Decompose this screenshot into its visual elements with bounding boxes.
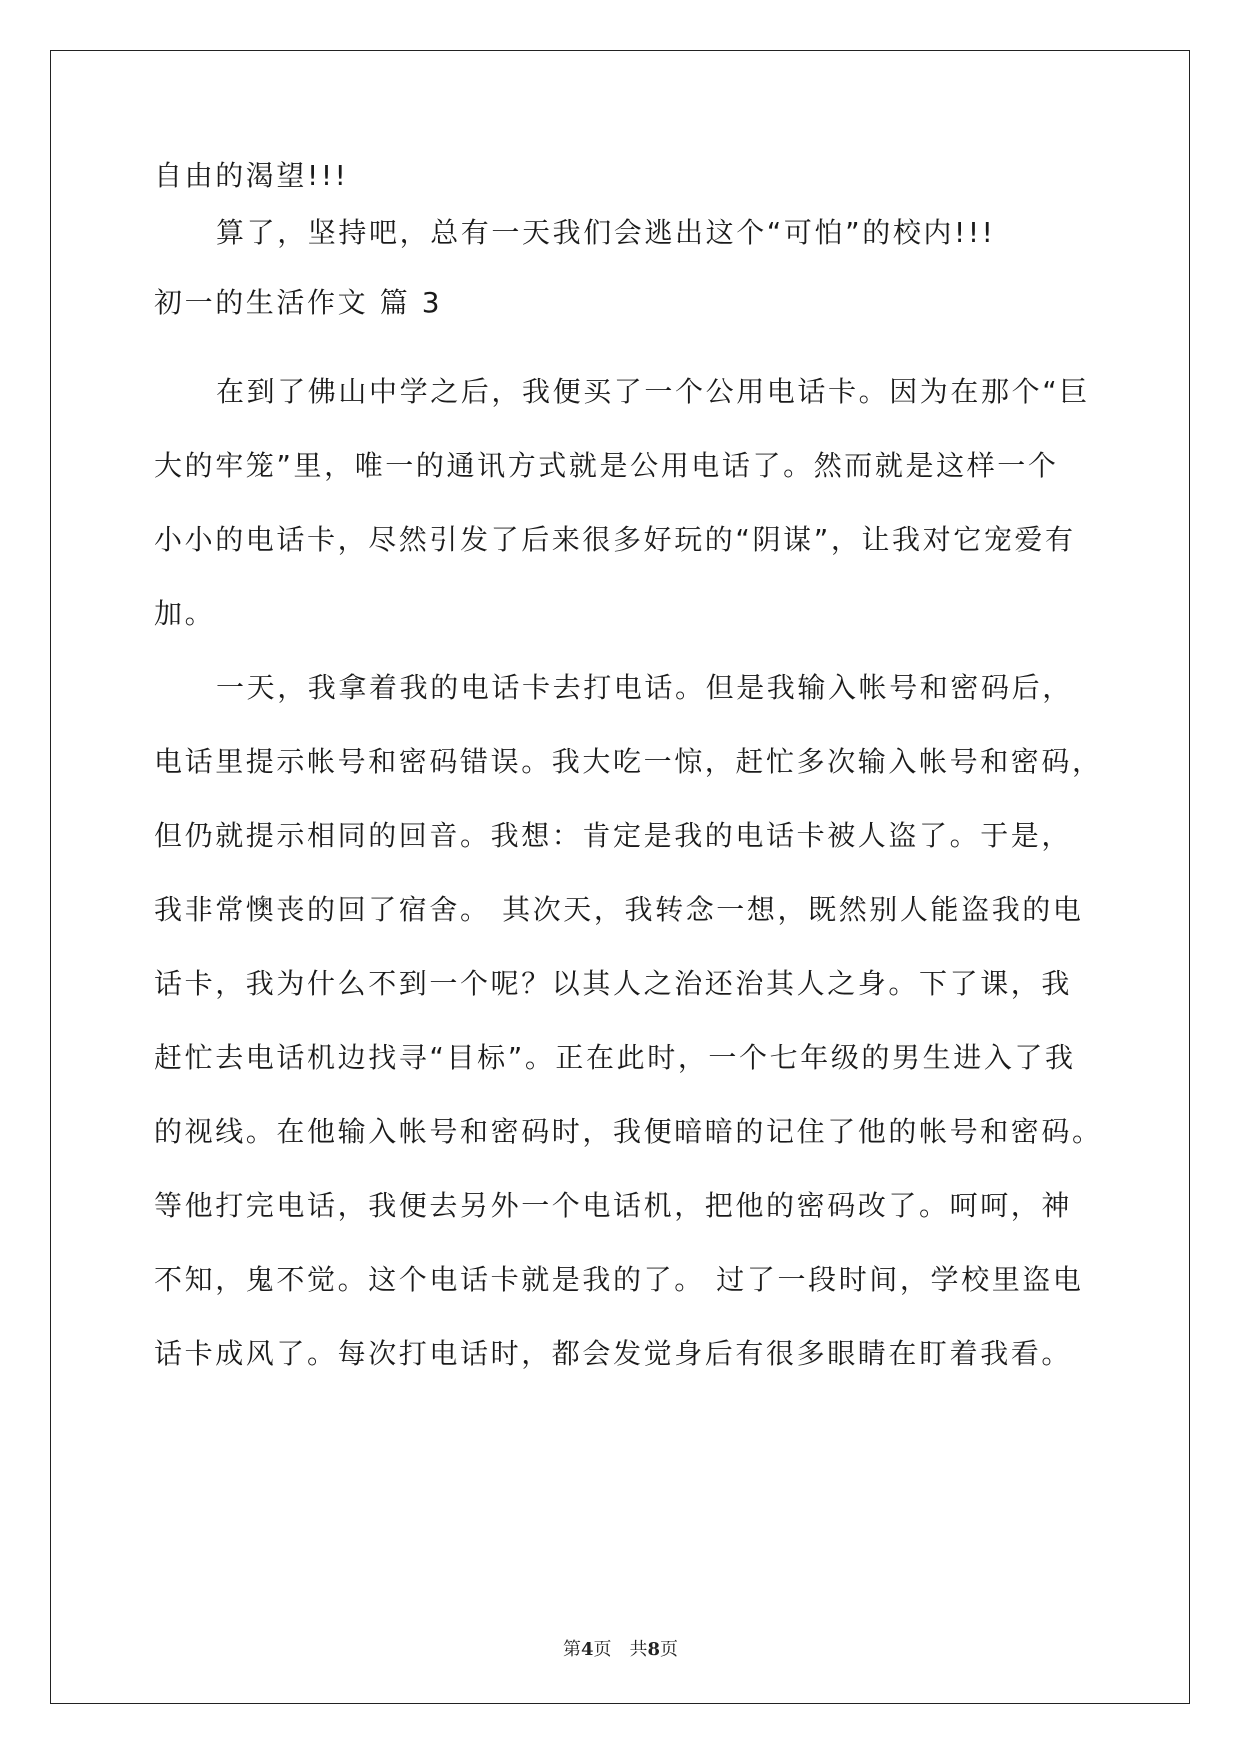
section-heading: 初一的生活作文 篇 3 bbox=[154, 286, 443, 319]
text-line: 话卡，我为什么不到一个呢？以其人之治还治其人之身。下了课，我 bbox=[154, 967, 1073, 1000]
text-line: 电话里提示帐号和密码错误。我大吃一惊，赶忙多次输入帐号和密码， bbox=[154, 745, 1103, 778]
current-page-number: 4 bbox=[580, 1639, 594, 1660]
text-line: 话卡成风了。每次打电话时，都会发觉身后有很多眼睛在盯着我看。 bbox=[154, 1337, 1073, 1370]
footer-mid: 页 共 bbox=[593, 1639, 648, 1660]
footer-prefix: 第 bbox=[562, 1639, 581, 1660]
total-page-count: 8 bbox=[647, 1639, 661, 1660]
text-line: 等他打完电话，我便去另外一个电话机，把他的密码改了。呵呵，神 bbox=[154, 1189, 1073, 1222]
text-line: 大的牢笼”里，唯一的通讯方式就是公用电话了。然而就是这样一个 bbox=[154, 449, 1059, 482]
text-line: 加。 bbox=[154, 597, 216, 630]
text-line: 赶忙去电话机边找寻“目标”。正在此时，一个七年级的男生进入了我 bbox=[154, 1041, 1076, 1074]
text-line: 我非常懊丧的回了宿舍。 其次天，我转念一想，既然别人能盗我的电 bbox=[154, 893, 1084, 926]
text-line: 在到了佛山中学之后，我便买了一个公用电话卡。因为在那个“巨 bbox=[216, 375, 1090, 408]
page-footer bbox=[0, 1635, 1241, 1661]
text-line: 自由的渴望!!! bbox=[154, 159, 349, 192]
text-line: 算了，坚持吧，总有一天我们会逃出这个“可怕”的校内!!! bbox=[216, 216, 996, 249]
text-line: 一天，我拿着我的电话卡去打电话。但是我输入帐号和密码后， bbox=[216, 671, 1073, 704]
text-line: 小小的电话卡，尽然引发了后来很多好玩的“阴谋”，让我对它宠爱有 bbox=[154, 523, 1076, 556]
text-line: 但仍就提示相同的回音。我想：肯定是我的电话卡被人盗了。于是， bbox=[154, 819, 1073, 852]
text-line: 的视线。在他输入帐号和密码时，我便暗暗的记住了他的帐号和密码。 bbox=[154, 1115, 1103, 1148]
footer-suffix: 页 bbox=[660, 1639, 679, 1660]
text-line: 不知，鬼不觉。这个电话卡就是我的了。 过了一段时间，学校里盗电 bbox=[154, 1263, 1084, 1296]
